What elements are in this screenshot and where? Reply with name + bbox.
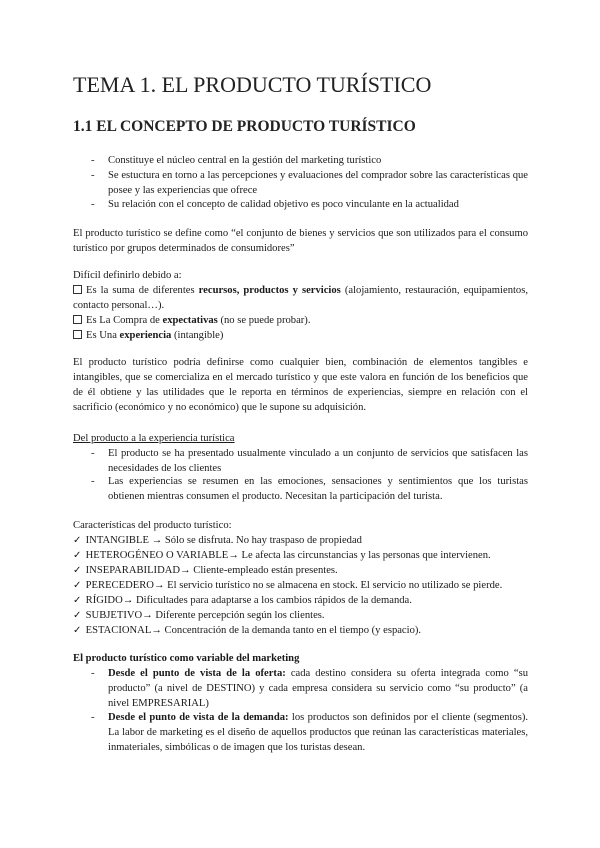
definition-paragraph: El producto turístico se define como “el conjunto de bienes y servicios que son utilizados para el consumo turístico por grupos determinados de consumidores”: [73, 228, 528, 254]
experience-bullet: Las experiencias se resumen en las emociones, sensaciones y sentimientos que los turistas obtienen mientras consumen el producto. Necesitan la participación del turista.: [108, 476, 528, 502]
bullet-dash: -: [91, 199, 95, 210]
marketing-demand-bullet: Desde el punto de vista de la demanda: los productos son definidos por el cliente (segmentos). La labor de marketing es el diseño de aquellos productos que reúnan las características materiales, inmateriales, simbólicas o de imagen que los turistas desean.: [108, 712, 528, 753]
characteristic-item: ✓ PERECEDERO→ El servicio turístico no se almacena en stock. El servicio no utilizado se pierde.: [73, 580, 503, 591]
characteristic-item: ✓ INTANGIBLE → Sólo se disfruta. No hay traspaso de propiedad: [73, 535, 362, 546]
definition-paragraph-2: El producto turístico podría definirse como cualquier bien, combinación de elementos tangibles e intangibles, que se comercializa en el mercado turístico y que este valora en función de los beneficios que de él obtiene y las utilidades que le reporta en términos de experiencias, siempre en relación con el sacrificio (económico y no económico) que le supone su adquisición.: [73, 357, 528, 413]
check-icon: ✓: [73, 565, 82, 576]
checkbox-square-icon: [73, 285, 82, 294]
check-icon: ✓: [73, 625, 82, 636]
bullet-dash: -: [91, 170, 95, 181]
marketing-heading: El producto turístico como variable del marketing: [73, 653, 300, 664]
difficult-heading: Difícil definirlo debido a:: [73, 270, 182, 281]
check-icon: ✓: [73, 610, 82, 621]
section-heading: 1.1 EL CONCEPTO DE PRODUCTO TURÍSTICO: [73, 118, 416, 135]
bullet-dash: -: [91, 668, 95, 679]
characteristic-item: ✓ HETEROGÉNEO O VARIABLE→ Le afecta las circunstancias y las personas que intervienen.: [73, 550, 491, 561]
checkbox-square-icon: [73, 315, 82, 324]
characteristics-heading: Características del producto turístico:: [73, 520, 232, 531]
bullet-dash: -: [91, 476, 95, 487]
intro-bullet: Su relación con el concepto de calidad objetivo es poco vinculante en la actualidad: [108, 199, 459, 210]
characteristic-item: ✓ INSEPARABILIDAD→ Cliente-empleado están presentes.: [73, 565, 338, 576]
check-icon: ✓: [73, 595, 82, 606]
bullet-dash: -: [91, 448, 95, 459]
experience-heading: Del producto a la experiencia turística: [73, 433, 235, 444]
difficult-item: Es La Compra de expectativas (no se puede probar).: [73, 313, 528, 328]
check-icon: ✓: [73, 550, 82, 561]
page-title: TEMA 1. EL PRODUCTO TURÍSTICO: [73, 72, 432, 97]
checkbox-square-icon: [73, 330, 82, 339]
check-icon: ✓: [73, 580, 82, 591]
marketing-offer-bullet: Desde el punto de vista de la oferta: cada destino considera su oferta integrada como “su producto” (a nivel de DESTINO) y cada empresa considera su servicio como “su producto” (a nivel EMPRESARIAL): [108, 668, 528, 709]
check-icon: ✓: [73, 535, 82, 546]
characteristic-item: ✓ SUBJETIVO→ Diferente percepción según los clientes.: [73, 610, 325, 621]
experience-bullet: El producto se ha presentado usualmente vinculado a un conjunto de servicios que satisfacen las necesidades de los clientes: [108, 448, 528, 474]
intro-bullet: Constituye el núcleo central en la gestión del marketing turístico: [108, 155, 382, 166]
difficult-item: Es Una experiencia (intangible): [73, 328, 528, 343]
characteristic-item: ✓ ESTACIONAL→ Concentración de la demanda tanto en el tiempo (y espacio).: [73, 625, 422, 636]
intro-bullet: Se estuctura en torno a las percepciones y evaluaciones del comprador sobre las características que posee y las experiencias que ofrece: [108, 170, 528, 196]
bullet-dash: -: [91, 155, 95, 166]
characteristic-item: ✓ RÍGIDO→ Dificultades para adaptarse a los cambios rápidos de la demanda.: [73, 595, 412, 606]
difficult-item: Es la suma de diferentes recursos, productos y servicios (alojamiento, restauración, equipamientos, contacto personal…).: [73, 285, 528, 311]
bullet-dash: -: [91, 712, 95, 723]
